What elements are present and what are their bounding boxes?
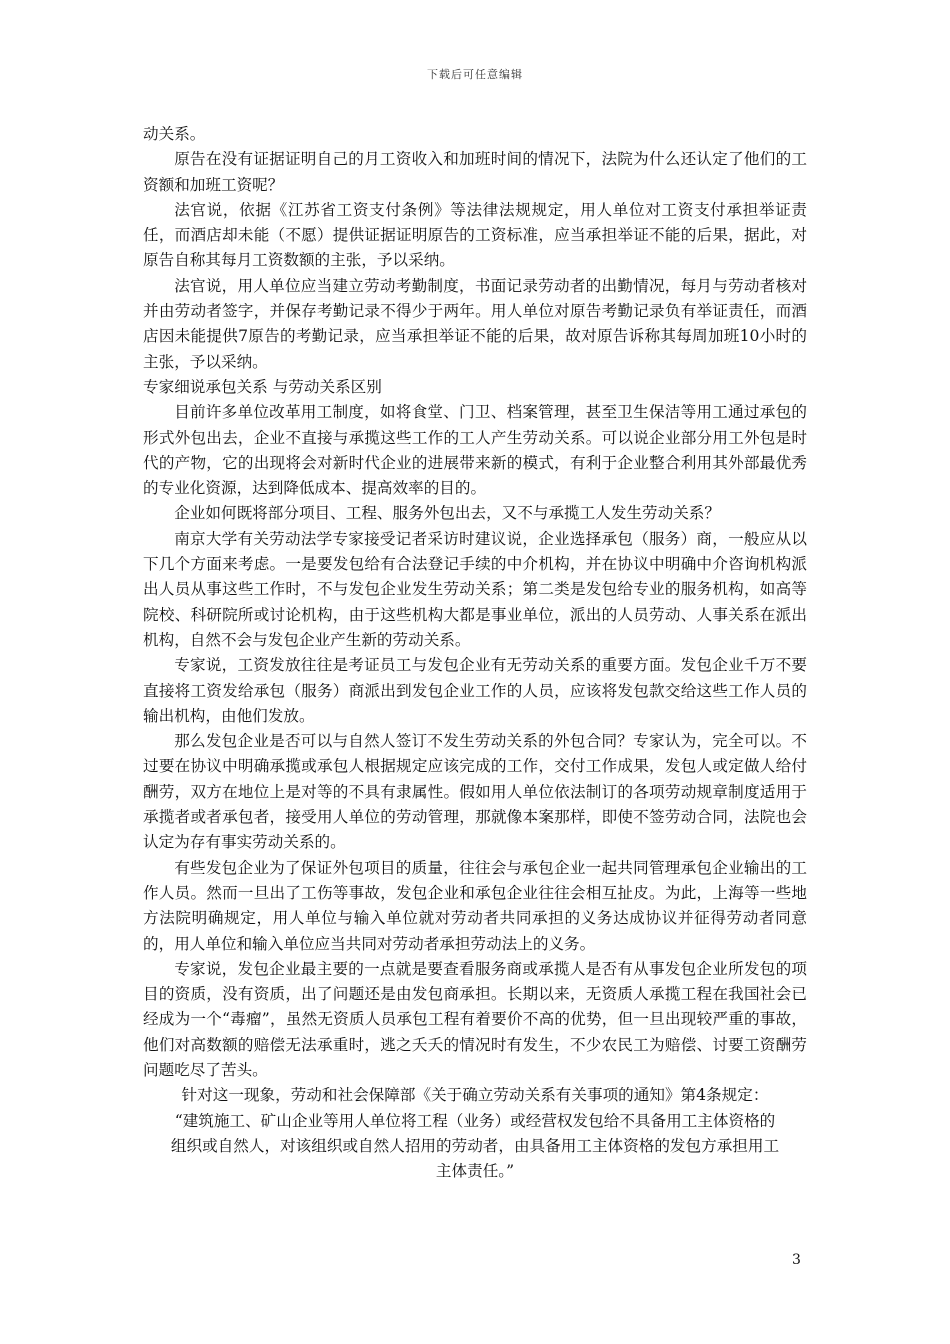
paragraph: 专家说，工资发放往往是考证员工与发包企业有无劳动关系的重要方面。发包企业千万不要直接将工资发给承包（服务）商派出到发包企业工作的人员，应该将发包款交给这些工作人员的输出机构，由他们发放。 <box>143 656 807 725</box>
paragraph: 法官说，依据《江苏省工资支付条例》等法律法规规定，用人单位对工资支付承担举证责任，而酒店却未能（不愿）提供证据证明原告的工资标准，应当承担举证不能的后果，据此，对原告自称其每月工资数额的主张，予以采纳。 <box>143 200 807 270</box>
paragraph: 那么发包企业是否可以与自然人签订不发生劳动关系的外包合同？专家认为，完全可以。不过要在协议中明确承揽或承包人根据规定应该完成的工作，交付工作成果，发包人或定做人给付酬劳，双方在地位上是对等的不具有隶属性。假如用人单位依法制订的各项劳动规章制度适用于承揽者或者承包者，接受用人单位的劳动管理，那就像本案那样，即使不签劳动合同，法院也会认定为存有事实劳动关系的。 <box>143 732 807 852</box>
paragraph: 法官说，用人单位应当建立劳动考勤制度，书面记录劳动者的出勤情况，每月与劳动者核对并由劳动者签字，并保存考勤记录不得少于两年。用人单位对原告考勤记录负有举证责任，而酒店因未能提供7原告的考勤记录，应当承担举证不能的后果，故对原告诉称其每周加班10小时的主张，予以采纳。 <box>143 276 807 371</box>
document-body <box>143 122 807 1184</box>
page-header: 下载后可任意编辑 <box>427 68 523 81</box>
paragraph: 原告在没有证据证明自己的月工资收入和加班时间的情况下，法院为什么还认定了他们的工资额和加班工资呢？ <box>143 150 807 194</box>
closing-quote-line: “建筑施工、矿山企业等用人单位将工程（业务）或经营权发包给不具备用工主体资格的 <box>174 1111 776 1130</box>
paragraph: 专家说，发包企业最主要的一点就是要查看服务商或承揽人是否有从事发包企业所发包的项目的资质，没有资质，出了问题还是由发包商承担。长期以来，无资质人承揽工程在我国社会已经成为一个“毒瘤”，虽然无资质人员承包工程有着要价不高的优势，但一旦出现较严重的事故，他们对高数额的赔偿无法承重时，逃之夭夭的情况时有发生，不少农民工为赔偿、讨要工资酬劳问题吃尽了苦头。 <box>143 959 807 1079</box>
paragraph: 目前许多单位改革用工制度，如将食堂、门卫、档案管理，甚至卫生保洁等用工通过承包的形式外包出去，企业不直接与承揽这些工作的工人产生劳动关系。可以说企业部分用工外包是时代的产物，它的出现将会对新时代企业的进展带来新的模式，有利于企业整合利用其外部最优秀的专业化资源，达到降低成本、提高效率的目的。 <box>143 403 807 498</box>
closing-quote-line: 组织或自然人，对该组织或自然人招用的劳动者，由具备用工主体资格的发包方承担用工 <box>170 1136 780 1155</box>
page-number: 3 <box>792 1252 801 1268</box>
paragraph: 有些发包企业为了保证外包项目的质量，往往会与承包企业一起共同管理承包企业输出的工作人员。然而一旦出了工伤等事故，发包企业和承包企业往往会相互扯皮。为此，上海等一些地方法院明确规定，用人单位与输入单位就对劳动者共同承担的义务达成协议并征得劳动者同意的，用人单位和输入单位应当共同对劳动者承担劳动法上的义务。 <box>143 858 807 953</box>
closing-quote-line: 主体责任。” <box>435 1162 515 1181</box>
closing-intro: 针对这一现象，劳动和社会保障部《关于确立劳动关系有关事项的通知》第4条规定： <box>181 1086 769 1105</box>
section-heading: 专家细说承包关系 与劳动关系区别 <box>143 377 382 396</box>
paragraph-continuation: 动关系。 <box>143 125 206 143</box>
paragraph: 企业如何既将部分项目、工程、服务外包出去，又不与承揽工人发生劳动关系？ <box>174 504 720 523</box>
paragraph: 南京大学有关劳动法学专家接受记者采访时建议说，企业选择承包（服务）商，一般应从以下几个方面来考虑。一是要发包给有合法登记手续的中介机构，并在协议中明确中介咨询机构派出人员从事这些工作时，不与发包企业发生劳动关系；第二类是发包给专业的服务机构，如高等院校、科研院所或讨论机构，由于这些机构大都是事业单位，派出的人员劳动、人事关系在派出机构，自然不会与发包企业产生新的劳动关系。 <box>143 529 807 649</box>
